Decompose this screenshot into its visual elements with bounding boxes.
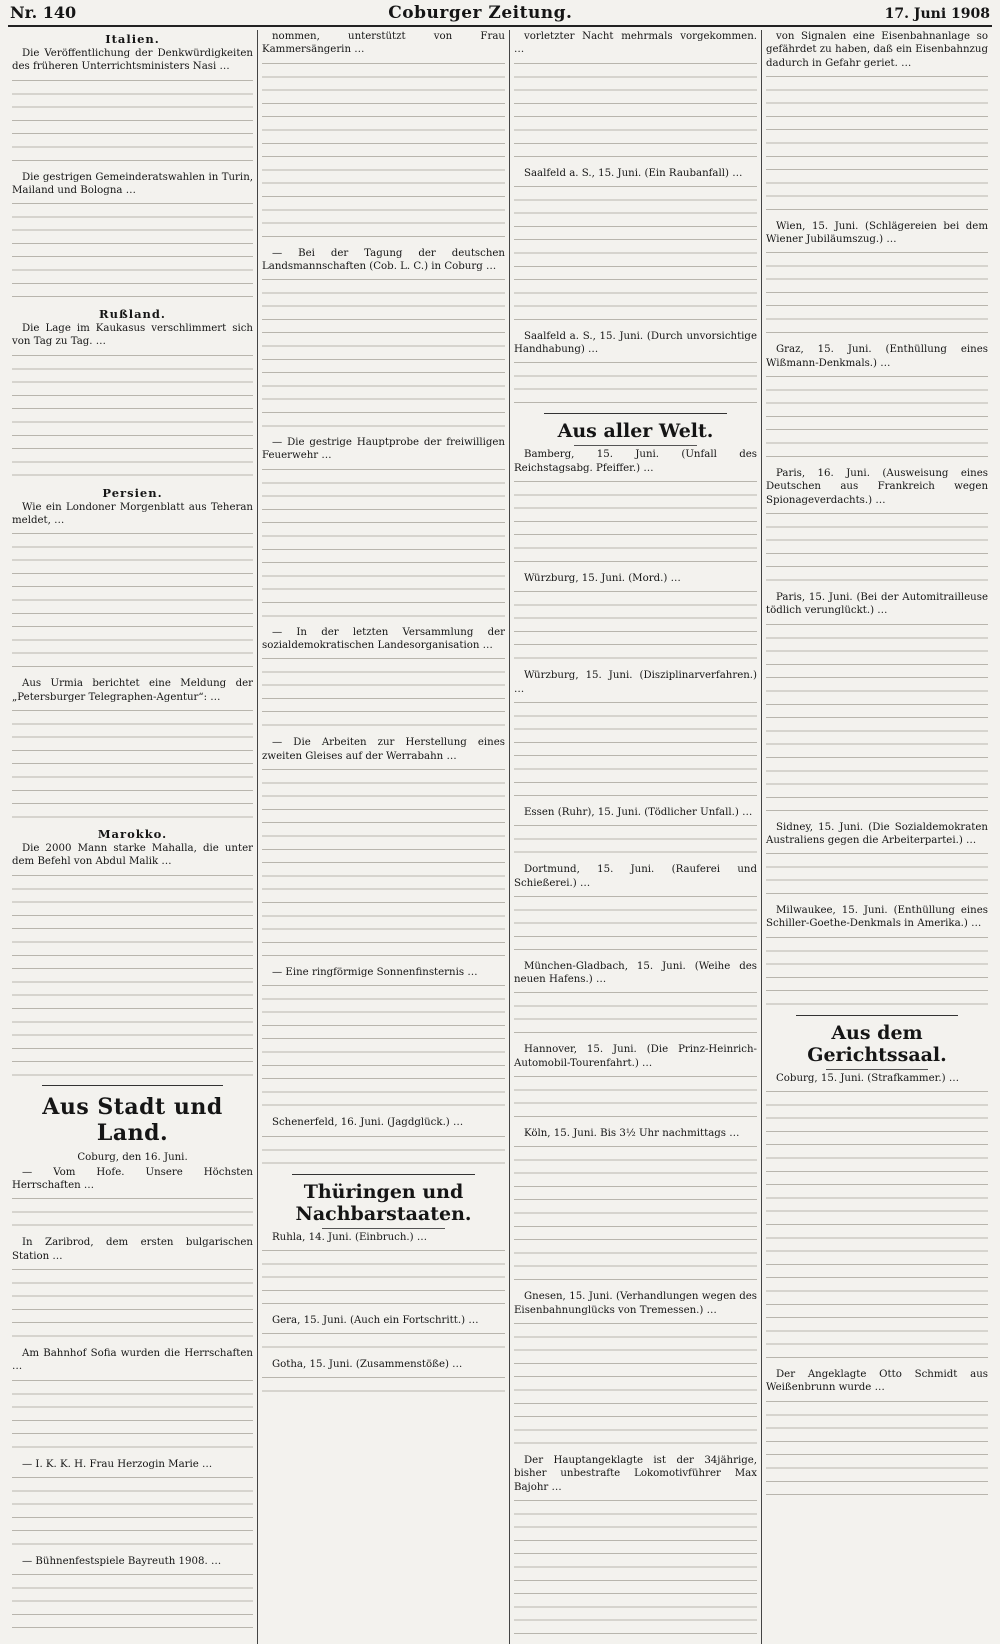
article-body-lines: [514, 357, 757, 410]
article-body-lines: [514, 891, 757, 957]
article-body-lines: [262, 653, 505, 733]
article-body-lines: [766, 848, 988, 901]
article-body-lines: [766, 247, 988, 340]
article-paragraph: — Eine ringförmige Sonnenfinsternis …: [272, 966, 478, 978]
article-paragraph: Der Angeklagte Otto Schmidt aus Weißenbrunn wurde …: [766, 1369, 988, 1394]
article-body-lines: [514, 987, 757, 1040]
page-number: Nr. 140: [10, 3, 77, 22]
article-paragraph: Coburg, 15. Juni. (Strafkammer.) …: [776, 1072, 960, 1084]
article-body-lines: [766, 932, 988, 1012]
article-body-lines: [262, 764, 505, 963]
section-heading-persia: Persien.: [102, 485, 163, 500]
article-paragraph: Die gestrigen Gemeinderatswahlen in Turin, Mailand und Bologna …: [12, 171, 253, 196]
article-paragraph: von Signalen eine Eisenbahnanlage so gefährdet zu haben, daß ein Eisenbahnzug dadurch in Gefahr geriet. …: [766, 31, 988, 69]
section-divider: [544, 413, 727, 414]
article-paragraph: nommen, unterstützt von Frau Kammersängerin …: [262, 31, 505, 56]
section-divider: [574, 445, 697, 446]
article-paragraph: Paris, 16. Juni. (Ausweisung eines Deutschen aus Frankreich wegen Spionageverdachts.) …: [766, 468, 988, 506]
article-body-lines: [12, 1375, 253, 1455]
article-body-lines: [766, 1086, 988, 1365]
article-paragraph: Aus Urmia berichtet eine Meldung der „Petersburger Telegraphen-Agentur“: …: [12, 678, 253, 703]
article-paragraph: Saalfeld a. S., 15. Juni. (Durch unvorsichtige Handhabung) …: [514, 330, 757, 356]
article-paragraph: München-Gladbach, 15. Juni. (Weihe des neuen Hafens.) …: [514, 960, 757, 986]
article-paragraph: — I. K. K. H. Frau Herzogin Marie …: [22, 1458, 213, 1470]
article-body-lines: [262, 274, 505, 433]
article-paragraph: Würzburg, 15. Juni. (Disziplinarverfahren.) …: [514, 670, 757, 695]
section-divider: [322, 1228, 445, 1229]
article-body-lines: [262, 1372, 505, 1399]
masthead: [8, 3, 992, 27]
article-body-lines: [12, 870, 253, 1082]
article-paragraph: In Zaribrod, dem ersten bulgarischen Station …: [12, 1237, 253, 1262]
article-body-lines: [12, 1472, 253, 1552]
article-paragraph: Schenerfeld, 16. Juni. (Jagdglück.) …: [272, 1117, 464, 1129]
dateline: Coburg, den 16. Juni.: [77, 1151, 188, 1163]
section-divider: [796, 1015, 958, 1016]
article-paragraph: — Die Arbeiten zur Herstellung eines zweiten Gleises auf der Werrabahn …: [262, 737, 505, 762]
section-heading-russia: Rußland.: [99, 307, 166, 322]
article-body-lines: [262, 980, 505, 1113]
article-paragraph: Graz, 15. Juni. (Enthüllung eines Wißmann-Denkmals.) …: [766, 344, 988, 369]
section-divider: [42, 1085, 223, 1086]
article-body-lines: [766, 71, 988, 217]
article-paragraph: — Bei der Tagung der deutschen Landsmannschaften (Cob. L. C.) in Coburg …: [262, 247, 505, 272]
article-paragraph: Die 2000 Mann starke Mahalla, die unter dem Befehl von Abdul Malik …: [12, 842, 253, 868]
article-paragraph: Wie ein Londoner Morgenblatt aus Teheran meldet, …: [12, 501, 253, 527]
article-body-lines: [262, 464, 505, 623]
article-paragraph: Köln, 15. Juni. Bis 3½ Uhr nachmittags …: [524, 1128, 740, 1140]
article-body-lines: [514, 476, 757, 569]
article-paragraph: Würzburg, 15. Juni. (Mord.) …: [524, 573, 681, 585]
article-body-lines: [12, 1264, 253, 1344]
article-paragraph: Die Veröffentlichung der Denkwürdigkeiten des früheren Unterrichtsministers Nasi …: [12, 48, 253, 73]
article-body-lines: [262, 1131, 505, 1171]
section-heading-thuringia: Thüringen und Nachbarstaaten.: [295, 1180, 472, 1225]
section-heading-morocco: Marokko.: [97, 826, 168, 841]
column-1: [8, 30, 258, 1644]
article-paragraph: Sidney, 15. Juni. (Die Sozialdemokraten Australiens gegen die Arbeiterpartei.) …: [766, 821, 988, 846]
article-paragraph: Ruhla, 14. Juni. (Einbruch.) …: [272, 1231, 428, 1243]
article-body-lines: [514, 181, 757, 327]
article-body-lines: [12, 528, 253, 674]
newspaper-title: Coburger Zeitung.: [388, 3, 573, 23]
article-paragraph: Essen (Ruhr), 15. Juni. (Tödlicher Unfall.) …: [524, 806, 753, 818]
article-paragraph: Wien, 15. Juni. (Schlägereien bei dem Wiener Jubiläumszug.) …: [766, 220, 988, 246]
article-paragraph: Gotha, 15. Juni. (Zusammenstöße) …: [272, 1359, 463, 1371]
article-body-lines: [262, 58, 505, 244]
issue-date: 17. Juni 1908: [884, 6, 990, 22]
article-body-lines: [514, 820, 757, 860]
section-divider: [826, 1069, 928, 1070]
article-paragraph: Dortmund, 15. Juni. (Rauferei und Schießerei.) …: [514, 864, 757, 889]
article-paragraph: — Die gestrige Hauptprobe der freiwilligen Feuerwehr …: [262, 437, 505, 462]
article-paragraph: — Bühnenfestspiele Bayreuth 1908. …: [22, 1555, 222, 1567]
article-body-lines: [514, 1071, 757, 1124]
article-paragraph: Die Lage im Kaukasus verschlimmert sich von Tag zu Tag. …: [12, 323, 253, 348]
article-body-lines: [12, 1193, 253, 1233]
article-paragraph: vorletzter Nacht mehrmals vorgekommen. …: [514, 31, 757, 56]
article-body-lines: [262, 1245, 505, 1311]
article-paragraph: Gnesen, 15. Juni. (Verhandlungen wegen des Eisenbahnunglücks von Tremessen.) …: [514, 1291, 757, 1316]
article-paragraph: Paris, 15. Juni. (Bei der Automitrailleuse tödlich verunglückt.) …: [766, 591, 988, 617]
article-body-lines: [514, 586, 757, 666]
article-paragraph: Hannover, 15. Juni. (Die Prinz-Heinrich-Automobil-Tourenfahrt.) …: [514, 1044, 757, 1069]
article-body-lines: [766, 619, 988, 818]
section-heading-italy: Italien.: [105, 32, 160, 46]
section-heading-local-news: Aus Stadt und Land.: [42, 1093, 223, 1146]
article-body-lines: [514, 1141, 757, 1287]
section-heading-court: Aus dem Gerichtssaal.: [807, 1021, 947, 1066]
article-body-lines: [766, 371, 988, 464]
column-2: [258, 30, 510, 1644]
article-paragraph: — In der letzten Versammlung der sozialdemokratischen Landesorganisation …: [262, 626, 505, 652]
article-paragraph: Bamberg, 15. Juni. (Unfall des Reichstagsabg. Pfeiffer.) …: [514, 449, 757, 474]
article-body-lines: [514, 1318, 757, 1451]
columns: [8, 30, 992, 1567]
article-paragraph: Am Bahnhof Sofia wurden die Herrschaften …: [12, 1348, 253, 1373]
article-paragraph: Der Hauptangeklagte ist der 34jährige, bisher unbestrafte Lokomotivführer Max Bajohr …: [514, 1454, 757, 1493]
article-body-lines: [12, 75, 253, 168]
article-body-lines: [12, 705, 253, 824]
column-4: [762, 30, 992, 1644]
article-body-lines: [514, 1495, 757, 1641]
article-body-lines: [12, 198, 253, 304]
article-body-lines: [514, 697, 757, 803]
article-body-lines: [766, 508, 988, 588]
article-body-lines: [262, 1328, 505, 1355]
article-paragraph: Gera, 15. Juni. (Auch ein Fortschritt.) …: [272, 1314, 479, 1326]
article-body-lines: [766, 1396, 988, 1502]
article-paragraph: Saalfeld a. S., 15. Juni. (Ein Raubanfall) …: [524, 167, 743, 179]
article-body-lines: [514, 58, 757, 164]
article-paragraph: Milwaukee, 15. Juni. (Enthüllung eines Schiller-Goethe-Denkmals in Amerika.) …: [766, 905, 988, 930]
section-heading-world: Aus aller Welt.: [557, 420, 714, 443]
article-body-lines: [12, 1569, 253, 1635]
section-divider: [292, 1174, 475, 1175]
article-body-lines: [12, 350, 253, 483]
article-paragraph: — Vom Hofe. Unsere Höchsten Herrschaften …: [12, 1166, 253, 1192]
column-3: [510, 30, 762, 1644]
